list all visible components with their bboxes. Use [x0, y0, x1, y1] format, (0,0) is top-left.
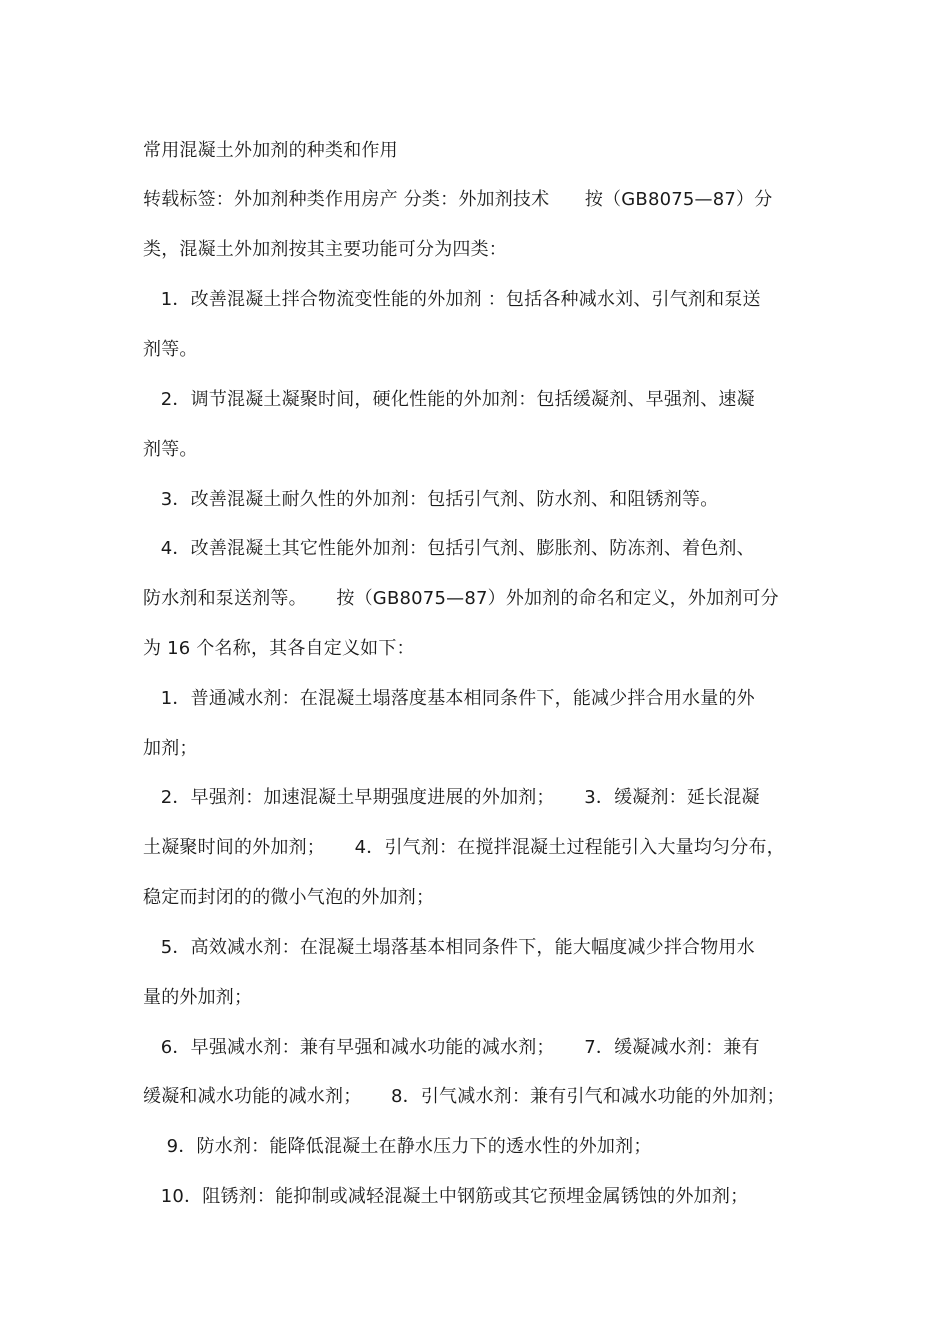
text-line: 9．防水剂：能降低混凝土在静水压力下的透水性的外加剂； [143, 1136, 652, 1157]
text-line: 剂等。 [143, 439, 198, 460]
text-line: 土凝聚时间的外加剂； 4．引气剂：在搅拌混凝土过程能引入大量均匀分布， [143, 837, 785, 858]
text-line: 2．早强剂：加速混凝土早期强度进展的外加剂； 3．缓凝剂：延长混凝 [143, 787, 760, 808]
text-line: 量的外加剂； [143, 987, 253, 1008]
text-line: 转载标签：外加剂种类作用房产 分类：外加剂技术 按（GB8075—87）分 [143, 189, 773, 210]
text-line: 剂等。 [143, 339, 198, 360]
text-line: 10．阻锈剂：能抑制或减轻混凝土中钢筋或其它预埋金属锈蚀的外加剂； [143, 1186, 749, 1207]
text-line: 为 16 个名称，其各自定义如下： [143, 638, 415, 659]
text-line: 5．高效减水剂：在混凝土塌落基本相同条件下，能大幅度减少拌合物用水 [143, 937, 755, 958]
document-title: 常用混凝土外加剂的种类和作用 [143, 140, 398, 161]
text-line: 4．改善混凝土其它性能外加剂：包括引气剂、膨胀剂、防冻剂、着色剂、 [143, 538, 755, 559]
text-line: 缓凝和减水功能的减水剂； 8．引气减水剂：兼有引气和减水功能的外加剂； [143, 1086, 785, 1107]
text-line: 1．改善混凝土拌合物流变性能的外加剂 ：包括各种减水刘、引气剂和泵送 [143, 289, 761, 310]
text-line: 3．改善混凝土耐久性的外加剂：包括引气剂、防水剂、和阻锈剂等。 [143, 489, 719, 510]
text-line: 加剂； [143, 738, 198, 759]
text-line: 2．调节混凝土凝聚时间，硬化性能的外加剂：包括缓凝剂、早强剂、速凝 [143, 389, 755, 410]
text-line: 类，混凝土外加剂按其主要功能可分为四类： [143, 239, 507, 260]
text-line: 稳定而封闭的的微小气泡的外加剂； [143, 887, 435, 908]
text-line: 6．早强减水剂：兼有早强和减水功能的减水剂； 7．缓凝减水剂：兼有 [143, 1037, 760, 1058]
text-line: 防水剂和泵送剂等。 按（GB8075—87）外加剂的命名和定义，外加剂可分 [143, 588, 779, 609]
text-line: 1．普通减水剂：在混凝土塌落度基本相同条件下，能减少拌合用水量的外 [143, 688, 755, 709]
